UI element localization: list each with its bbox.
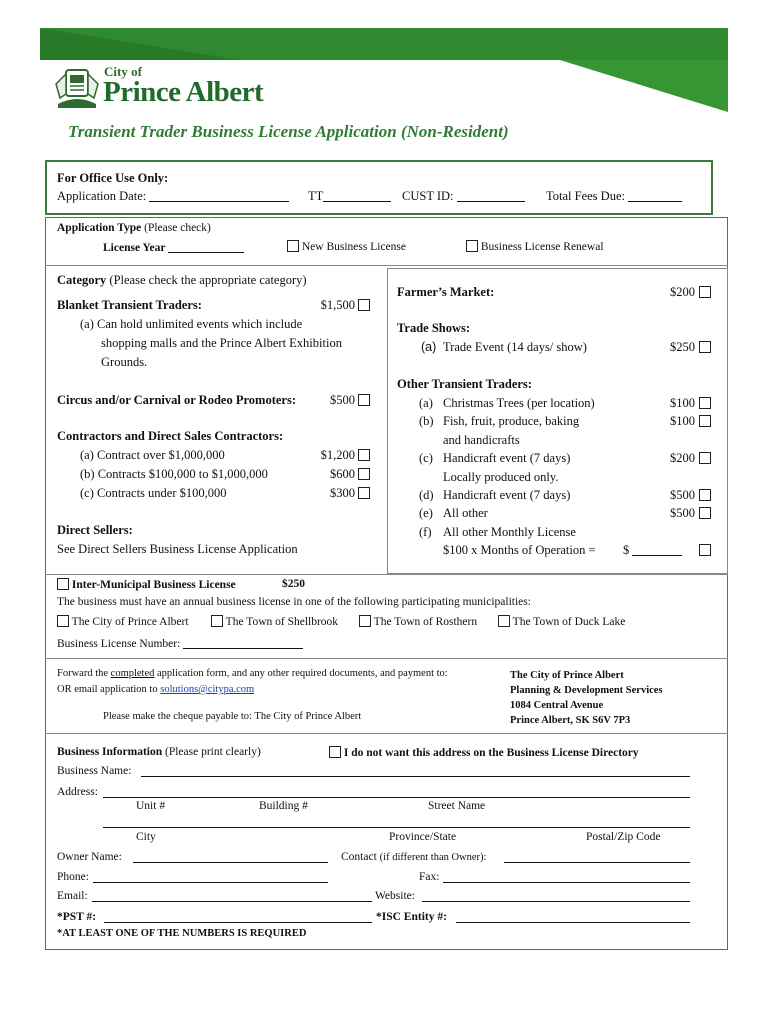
other-c-label: Handicraft event (7 days) [443, 451, 571, 465]
new-license-checkbox[interactable] [287, 240, 299, 252]
inter-checkbox[interactable] [57, 578, 69, 590]
application-type-hint: (Please check) [144, 222, 211, 234]
muni-4-label: The Town of Duck Lake [512, 616, 626, 628]
other-a-checkbox[interactable] [699, 397, 711, 409]
contractor-b-price: $600 [330, 467, 355, 481]
no-directory-label: I do not want this address on the Business License Directory [343, 747, 639, 759]
postal-label: Postal/Zip Code [586, 831, 661, 843]
inter-title-row [57, 578, 236, 591]
renewal-option [466, 240, 604, 253]
forward-text-a: Forward the [57, 668, 111, 679]
other-b-price: $100 [670, 414, 695, 428]
trade-checkbox[interactable] [699, 341, 711, 353]
other-b-checkbox[interactable] [699, 415, 711, 427]
category-row [57, 273, 307, 288]
renewal-checkbox[interactable] [466, 240, 478, 252]
category-label: Category [57, 273, 107, 287]
address-line-3: 1084 Central Avenue [510, 700, 604, 711]
application-date-field[interactable] [149, 189, 289, 202]
business-name-label: Business Name: [57, 765, 132, 777]
no-directory-checkbox[interactable] [329, 746, 341, 758]
license-year-row [103, 240, 244, 254]
application-type-row [57, 222, 211, 234]
contractors-title: Contractors and Direct Sales Contractors: [57, 429, 284, 443]
trade-item-label: Trade Event (14 days/ show) [443, 340, 587, 354]
category-hint: (Please check the appropriate category) [109, 273, 307, 287]
contact-hint: (if different than Owner): [379, 852, 487, 863]
other-e-checkbox[interactable] [699, 507, 711, 519]
address-line-4: Prince Albert, SK S6V 7P3 [510, 715, 631, 726]
office-use-box [45, 160, 713, 215]
muni-2-checkbox[interactable] [211, 615, 223, 627]
address-field-1[interactable] [103, 797, 690, 798]
city-label: City [136, 831, 156, 843]
inter-price: $250 [282, 578, 305, 590]
office-heading: For Office Use Only: [57, 171, 169, 185]
farmers-price: $200 [670, 285, 695, 299]
divider [45, 265, 728, 266]
other-e-price: $500 [670, 506, 695, 520]
isc-label: *ISC Entity #: [376, 911, 447, 923]
address-line-1: The City of Prince Albert [510, 670, 624, 681]
application-date-label: Application Date: [57, 189, 147, 203]
new-license-option [287, 240, 406, 253]
owner-field[interactable] [133, 862, 328, 863]
building-label: Building # [259, 800, 308, 812]
email-link[interactable]: solutions@citypa.com [160, 684, 255, 695]
fax-label: Fax: [419, 871, 440, 883]
other-months-dollar: $ [623, 543, 630, 557]
other-a-letter: (a) [419, 396, 433, 410]
forward-line-1 [57, 668, 448, 679]
logo-city-of: City of [104, 64, 142, 79]
contractor-a-price: $1,200 [320, 448, 355, 462]
other-months-field[interactable] [632, 543, 682, 556]
contact-label-row [341, 851, 486, 863]
other-f-letter: (f) [419, 525, 432, 539]
address-label: Address: [57, 786, 98, 798]
other-e-label: All other [443, 506, 488, 520]
license-number-row [57, 636, 303, 650]
other-b-label-2: and handicrafts [443, 433, 520, 447]
other-c-label-2: Locally produced only. [443, 470, 559, 484]
other-d-checkbox[interactable] [699, 489, 711, 501]
forward-text-c: application form, and any other required documents, and payment to: [154, 668, 448, 679]
pst-field[interactable] [104, 922, 372, 923]
no-directory-option [329, 746, 639, 759]
business-info-label: Business Information [57, 746, 163, 758]
fax-field[interactable] [443, 882, 690, 883]
farmers-title: Farmer’s Market: [397, 285, 495, 299]
circus-checkbox[interactable] [358, 394, 370, 406]
province-label: Province/State [389, 831, 457, 843]
phone-field[interactable] [93, 882, 328, 883]
other-a-label: Christmas Trees (per location) [443, 396, 595, 410]
cust-id-field[interactable] [457, 189, 525, 202]
new-license-label: New Business License [301, 241, 406, 253]
other-d-price: $500 [670, 488, 695, 502]
trade-price: $250 [670, 340, 695, 354]
contractor-c-checkbox[interactable] [358, 487, 370, 499]
other-f-checkbox[interactable] [699, 544, 711, 556]
inter-title: Inter-Municipal Business License [71, 579, 236, 591]
forward-email-text: OR email application to [57, 684, 161, 695]
logo-prince-albert: Prince Albert [103, 76, 264, 108]
contractor-a-label: (a) Contract over $1,000,000 [80, 448, 225, 462]
email-field[interactable] [92, 901, 372, 902]
other-e-letter: (e) [419, 506, 433, 520]
other-title: Other Transient Traders: [397, 377, 532, 391]
cust-id-label: CUST ID: [402, 189, 454, 203]
other-b-letter: (b) [419, 414, 434, 428]
total-fees-label: Total Fees Due: [546, 189, 625, 203]
blanket-price: $1,500 [320, 298, 355, 312]
cheque-payable: Please make the cheque payable to: The City of Prince Albert [103, 711, 362, 722]
muni-4-option [498, 615, 625, 628]
trade-title: Trade Shows: [397, 321, 471, 335]
contractor-a-checkbox[interactable] [358, 449, 370, 461]
inter-desc: The business must have an annual business license in one of the following participating municipalities: [57, 596, 531, 608]
contact-label: Contact [341, 851, 377, 863]
business-name-field[interactable] [141, 776, 690, 777]
contact-field[interactable] [504, 862, 690, 863]
muni-2-option [211, 615, 338, 628]
owner-label: Owner Name: [57, 851, 122, 863]
contractor-c-label: (c) Contracts under $100,000 [80, 486, 227, 500]
blanket-checkbox[interactable] [358, 299, 370, 311]
license-year-field[interactable] [168, 240, 244, 253]
total-fees-row [546, 189, 682, 204]
street-label: Street Name [428, 800, 486, 812]
muni-3-option [359, 615, 477, 628]
muni-3-checkbox[interactable] [359, 615, 371, 627]
blanket-desc-3: Grounds. [101, 355, 148, 369]
tt-field[interactable] [323, 189, 391, 202]
other-months-label: $100 x Months of Operation = [443, 543, 596, 557]
other-a-price: $100 [670, 396, 695, 410]
trade-item-letter: (a) [421, 340, 437, 354]
muni-1-checkbox[interactable] [57, 615, 69, 627]
city-crest-icon [52, 64, 102, 112]
other-c-letter: (c) [419, 451, 433, 465]
unit-label: Unit # [136, 800, 166, 812]
forward-text-completed: completed [110, 668, 155, 679]
muni-3-label: The Town of Rosthern [373, 616, 478, 628]
application-type-label: Application Type [57, 222, 142, 234]
business-info-hint: (Please print clearly) [165, 746, 261, 758]
divider [45, 658, 728, 659]
business-info-row [57, 746, 261, 758]
required-note: *AT LEAST ONE OF THE NUMBERS IS REQUIRED [57, 928, 307, 939]
license-number-label: Business License Number: [57, 638, 181, 650]
other-d-letter: (d) [419, 488, 434, 502]
contractor-c-price: $300 [330, 486, 355, 500]
muni-1-option [57, 615, 189, 628]
direct-desc: See Direct Sellers Business License Application [57, 542, 298, 556]
divider [45, 733, 728, 734]
tt-label: TT [308, 189, 324, 203]
farmers-checkbox[interactable] [699, 286, 711, 298]
address-line-2: Planning & Development Services [510, 685, 663, 696]
application-date-row [57, 189, 289, 204]
blanket-title: Blanket Transient Traders: [57, 298, 202, 312]
other-c-checkbox[interactable] [699, 452, 711, 464]
website-label: Website: [375, 890, 415, 902]
other-c-price: $200 [670, 451, 695, 465]
circus-title: Circus and/or Carnival or Rodeo Promoters: [57, 393, 296, 407]
other-b-label: Fish, fruit, produce, baking [443, 414, 580, 428]
cust-id-row [402, 189, 525, 204]
renewal-label: Business License Renewal [480, 241, 604, 253]
phone-label: Phone: [57, 871, 89, 883]
blanket-desc-1: (a) Can hold unlimited events which include [80, 317, 303, 331]
blanket-desc-2: shopping malls and the Prince Albert Exhibition [101, 336, 342, 350]
other-f-label: All other Monthly License [443, 525, 576, 539]
other-months-row [623, 543, 682, 558]
muni-2-label: The Town of Shellbrook [225, 616, 339, 628]
circus-price: $500 [330, 393, 355, 407]
email-label: Email: [57, 890, 88, 902]
address-field-2[interactable] [103, 827, 690, 828]
website-field[interactable] [422, 901, 690, 902]
contractor-b-checkbox[interactable] [358, 468, 370, 480]
license-year-label: License Year [103, 242, 166, 254]
muni-1-label: The City of Prince Albert [71, 616, 189, 628]
muni-4-checkbox[interactable] [498, 615, 510, 627]
direct-title: Direct Sellers: [57, 523, 133, 537]
divider [45, 574, 728, 575]
forward-line-2 [57, 684, 254, 695]
pst-label: *PST #: [57, 911, 97, 923]
license-number-field[interactable] [183, 636, 303, 649]
tt-row [308, 189, 391, 204]
page-title: Transient Trader Business License Application (Non-Resident) [68, 122, 509, 141]
mailing-address [510, 668, 663, 728]
contractor-b-label: (b) Contracts $100,000 to $1,000,000 [80, 467, 268, 481]
other-d-label: Handicraft event (7 days) [443, 488, 571, 502]
total-fees-field[interactable] [628, 189, 682, 202]
isc-field[interactable] [456, 922, 690, 923]
